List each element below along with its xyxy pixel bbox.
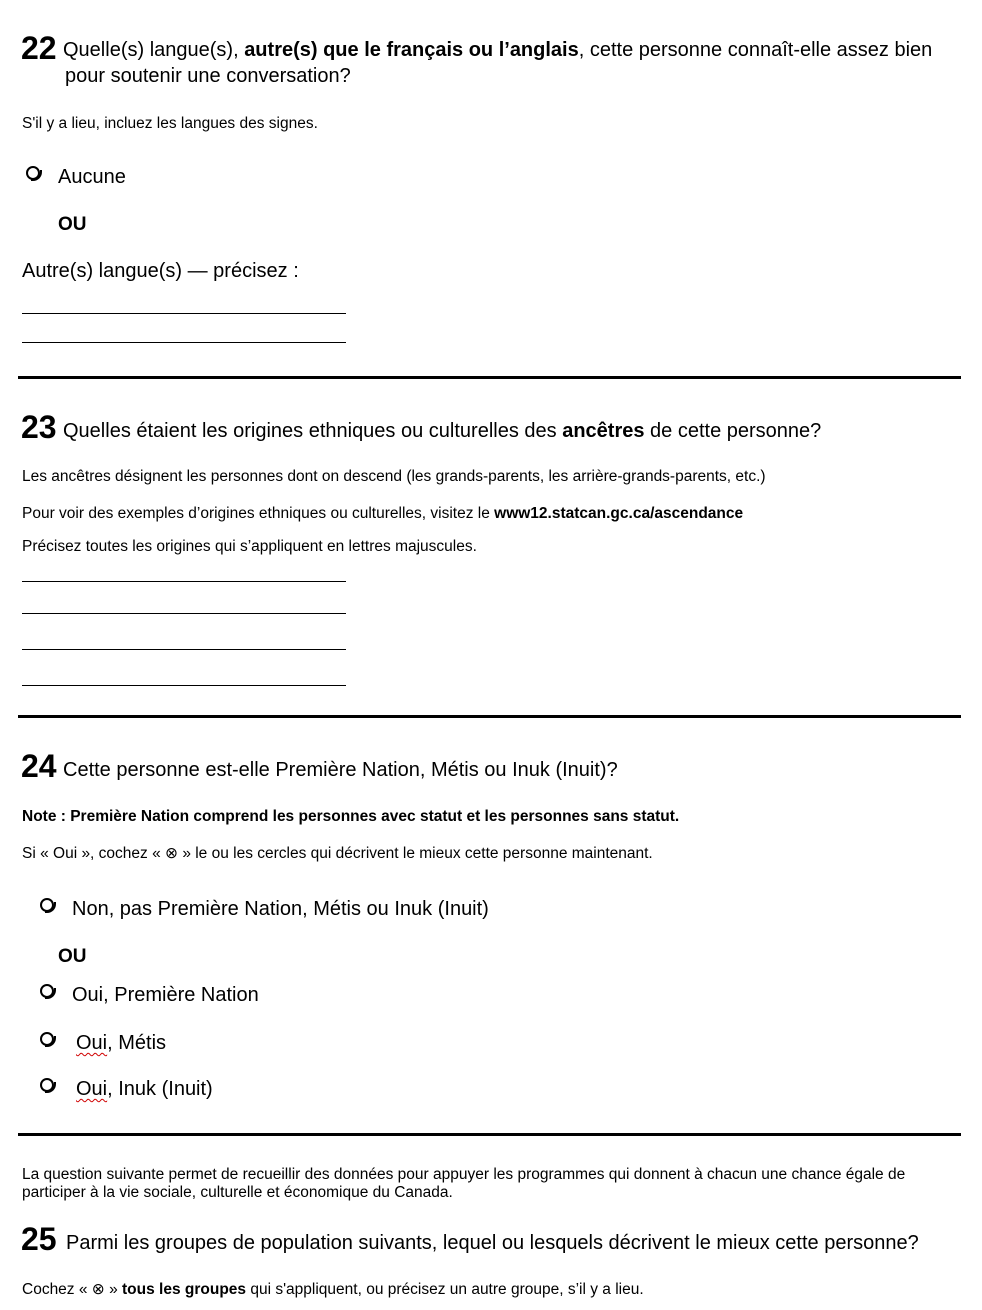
radio-first-nation[interactable] <box>40 984 54 998</box>
radio-not-indigenous[interactable] <box>40 898 54 912</box>
question-24-note: Note : Première Nation comprend les personnes avec statut et les personnes sans statut. <box>22 808 680 825</box>
question-24-number: 24 <box>21 748 57 784</box>
intro-25-line2: participer à la vie sociale, culturelle et économique du Canada. <box>22 1184 453 1201</box>
origin-write-in-2[interactable] <box>22 613 346 614</box>
examples-text: Pour voir des exemples d’origines ethniques ou culturelles, visitez le www12.statcan.gc.ca/ascendance <box>22 505 744 522</box>
radio-inuk[interactable] <box>40 1078 54 1092</box>
or-label-22: OU <box>58 214 87 235</box>
option-none-label: Aucune <box>58 166 126 188</box>
radio-metis[interactable] <box>40 1032 54 1046</box>
origin-write-in-3[interactable] <box>22 649 346 650</box>
intro-25-line1: La question suivante permet de recueillir des données pour appuyer les programmes qui donnent à chacun une chance égale de <box>22 1166 906 1183</box>
question-25-instruction: Cochez « ⊗ » tous les groupes qui s'appliquent, ou précisez un autre groupe, s’il y a lieu. <box>22 1281 644 1298</box>
other-language-write-in-1[interactable] <box>22 313 346 314</box>
question-25-text: Parmi les groupes de population suivants, lequel ou lesquels décrivent le mieux cette personne? <box>66 1232 919 1254</box>
question-24-instruction: Si « Oui », cochez « ⊗ » le ou les cercles qui décrivent le mieux cette personne maintenant. <box>22 845 653 862</box>
section-divider-1 <box>18 376 961 379</box>
option-not-indigenous-label: Non, pas Première Nation, Métis ou Inuk (Inuit) <box>72 898 489 920</box>
option-inuk-label: Oui, Inuk (Inuit) <box>76 1078 213 1100</box>
origin-write-in-1[interactable] <box>22 581 346 582</box>
question-23-number: 23 <box>21 409 57 445</box>
question-23-text: Quelles étaient les origines ethniques ou culturelles des ancêtres de cette personne? <box>63 420 822 442</box>
other-languages-label: Autre(s) langue(s) — précisez : <box>22 260 299 282</box>
radio-none[interactable] <box>26 166 40 180</box>
examples-link[interactable]: www12.statcan.gc.ca/ascendance <box>494 505 744 522</box>
section-divider-2 <box>18 715 961 718</box>
question-22-instruction: S'il y a lieu, incluez les langues des signes. <box>22 115 318 132</box>
question-22-text: Quelle(s) langue(s), autre(s) que le français ou l’anglais, cette personne connaît-elle assez bien <box>63 39 933 61</box>
question-23-instruction: Précisez toutes les origines qui s’appliquent en lettres majuscules. <box>22 538 477 555</box>
ancestors-definition: Les ancêtres désignent les personnes dont on descend (les grands-parents, les arrière-grands-parents, etc.) <box>22 468 766 485</box>
section-divider-3 <box>18 1133 961 1136</box>
question-22-number: 22 <box>21 30 57 66</box>
question-22-text-line2: pour soutenir une conversation? <box>65 65 351 87</box>
origin-write-in-4[interactable] <box>22 685 346 686</box>
question-24-text: Cette personne est-elle Première Nation, Métis ou Inuk (Inuit)? <box>63 759 618 781</box>
or-label-24: OU <box>58 946 87 967</box>
option-metis-label: Oui, Métis <box>76 1032 167 1054</box>
other-language-write-in-2[interactable] <box>22 342 346 343</box>
question-25-number: 25 <box>21 1221 57 1257</box>
option-first-nation-label: Oui, Première Nation <box>72 984 259 1006</box>
